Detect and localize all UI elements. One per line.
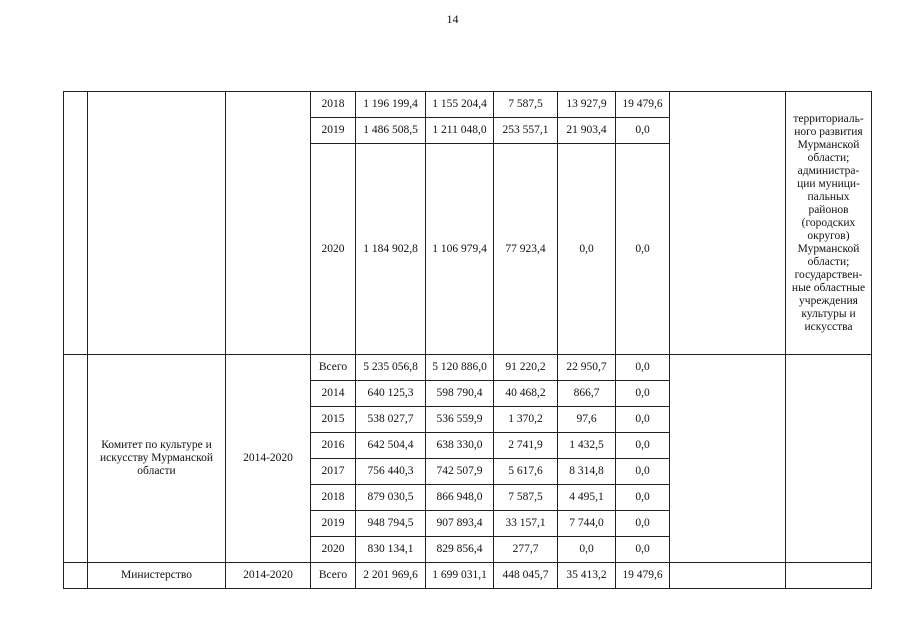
blank-cell xyxy=(786,355,872,563)
year-cell: 2017 xyxy=(311,459,356,485)
total-cell: 1 486 508,5 xyxy=(356,118,426,144)
period-cell: 2014-2020 xyxy=(226,563,311,589)
local-cell: 35 413,2 xyxy=(558,563,616,589)
federal-cell: 448 045,7 xyxy=(494,563,558,589)
year-cell: 2014 xyxy=(311,381,356,407)
executor-line: культуры и xyxy=(801,307,856,320)
year-cell: Всего xyxy=(311,563,356,589)
executor-line: администра- xyxy=(797,164,860,177)
federal-cell: 77 923,4 xyxy=(494,144,558,355)
blank-cell xyxy=(670,355,786,563)
executor-line: искусства xyxy=(804,320,853,333)
local-cell: 22 950,7 xyxy=(558,355,616,381)
regional-cell: 1 155 204,4 xyxy=(426,92,494,118)
year-cell: 2015 xyxy=(311,407,356,433)
executor-cell xyxy=(786,92,872,355)
blank-cell xyxy=(786,563,872,589)
regional-cell: 866 948,0 xyxy=(426,485,494,511)
regional-cell: 907 893,4 xyxy=(426,511,494,537)
extra-cell: 0,0 xyxy=(616,407,670,433)
extra-cell: 0,0 xyxy=(616,511,670,537)
extra-cell: 0,0 xyxy=(616,355,670,381)
year-cell: 2019 xyxy=(311,511,356,537)
total-cell: 756 440,3 xyxy=(356,459,426,485)
local-cell: 7 744,0 xyxy=(558,511,616,537)
extra-cell: 0,0 xyxy=(616,485,670,511)
blank-cell xyxy=(88,92,226,355)
total-cell: 830 134,1 xyxy=(356,537,426,563)
executor-line: Мурманской xyxy=(797,138,860,151)
executor-line: районов xyxy=(808,203,849,216)
regional-cell: 536 559,9 xyxy=(426,407,494,433)
regional-cell: 1 211 048,0 xyxy=(426,118,494,144)
federal-cell: 7 587,5 xyxy=(494,92,558,118)
extra-cell: 0,0 xyxy=(616,433,670,459)
regional-cell: 638 330,0 xyxy=(426,433,494,459)
executor-line: округов) xyxy=(807,229,850,242)
total-cell: 642 504,4 xyxy=(356,433,426,459)
extra-cell: 19 479,6 xyxy=(616,92,670,118)
federal-cell: 253 557,1 xyxy=(494,118,558,144)
total-cell: 1 196 199,4 xyxy=(356,92,426,118)
local-cell: 4 495,1 xyxy=(558,485,616,511)
regional-cell: 742 507,9 xyxy=(426,459,494,485)
year-cell: 2019 xyxy=(311,118,356,144)
executor-line: (городских xyxy=(801,216,856,229)
executor-line: Мурманской xyxy=(797,242,860,255)
federal-cell: 1 370,2 xyxy=(494,407,558,433)
executor-line: области; xyxy=(807,255,850,268)
year-cell: 2020 xyxy=(311,537,356,563)
year-cell: 2018 xyxy=(311,92,356,118)
regional-cell: 598 790,4 xyxy=(426,381,494,407)
extra-cell: 0,0 xyxy=(616,144,670,355)
blank-cell xyxy=(64,92,88,355)
blank-cell xyxy=(670,92,786,355)
federal-cell: 5 617,6 xyxy=(494,459,558,485)
year-cell: Всего xyxy=(311,355,356,381)
local-cell: 0,0 xyxy=(558,537,616,563)
blank-cell xyxy=(64,355,88,563)
executor-line: ции муници- xyxy=(797,177,860,190)
year-cell: 2016 xyxy=(311,433,356,459)
extra-cell: 19 479,6 xyxy=(616,563,670,589)
org-cell: Министерство xyxy=(88,563,226,589)
executor-line: территориаль- xyxy=(793,112,864,125)
total-cell: 1 184 902,8 xyxy=(356,144,426,355)
total-cell: 538 027,7 xyxy=(356,407,426,433)
extra-cell: 0,0 xyxy=(616,118,670,144)
local-cell: 97,6 xyxy=(558,407,616,433)
federal-cell: 277,7 xyxy=(494,537,558,563)
org-cell: Комитет по культуре и искусству Мурманской области xyxy=(88,355,226,563)
executor-line: ные областные xyxy=(791,281,866,294)
local-cell: 866,7 xyxy=(558,381,616,407)
blank-cell xyxy=(64,563,88,589)
table-row xyxy=(64,92,872,118)
federal-cell: 91 220,2 xyxy=(494,355,558,381)
page-number: 14 xyxy=(446,12,459,26)
table-row xyxy=(64,355,872,381)
local-cell: 1 432,5 xyxy=(558,433,616,459)
federal-cell: 2 741,9 xyxy=(494,433,558,459)
total-cell: 879 030,5 xyxy=(356,485,426,511)
executor-line: государствен- xyxy=(794,268,863,281)
period-cell: 2014-2020 xyxy=(226,355,311,563)
local-cell: 0,0 xyxy=(558,144,616,355)
extra-cell: 0,0 xyxy=(616,381,670,407)
extra-cell: 0,0 xyxy=(616,537,670,563)
blank-cell xyxy=(670,563,786,589)
executor-line: области; xyxy=(807,151,850,164)
regional-cell: 829 856,4 xyxy=(426,537,494,563)
year-cell: 2018 xyxy=(311,485,356,511)
regional-cell: 1 699 031,1 xyxy=(426,563,494,589)
federal-cell: 33 157,1 xyxy=(494,511,558,537)
executor-line: учреждения xyxy=(799,294,858,307)
regional-cell: 1 106 979,4 xyxy=(426,144,494,355)
total-cell: 2 201 969,6 xyxy=(356,563,426,589)
executor-line: ного развития xyxy=(794,125,863,138)
table-row xyxy=(64,563,872,589)
total-cell: 948 794,5 xyxy=(356,511,426,537)
executor-line: пальных xyxy=(807,190,850,203)
local-cell: 8 314,8 xyxy=(558,459,616,485)
total-cell: 640 125,3 xyxy=(356,381,426,407)
blank-cell xyxy=(226,92,311,355)
regional-cell: 5 120 886,0 xyxy=(426,355,494,381)
local-cell: 21 903,4 xyxy=(558,118,616,144)
federal-cell: 7 587,5 xyxy=(494,485,558,511)
federal-cell: 40 468,2 xyxy=(494,381,558,407)
local-cell: 13 927,9 xyxy=(558,92,616,118)
funding-table xyxy=(63,91,872,589)
total-cell: 5 235 056,8 xyxy=(356,355,426,381)
extra-cell: 0,0 xyxy=(616,459,670,485)
year-cell: 2020 xyxy=(311,144,356,355)
